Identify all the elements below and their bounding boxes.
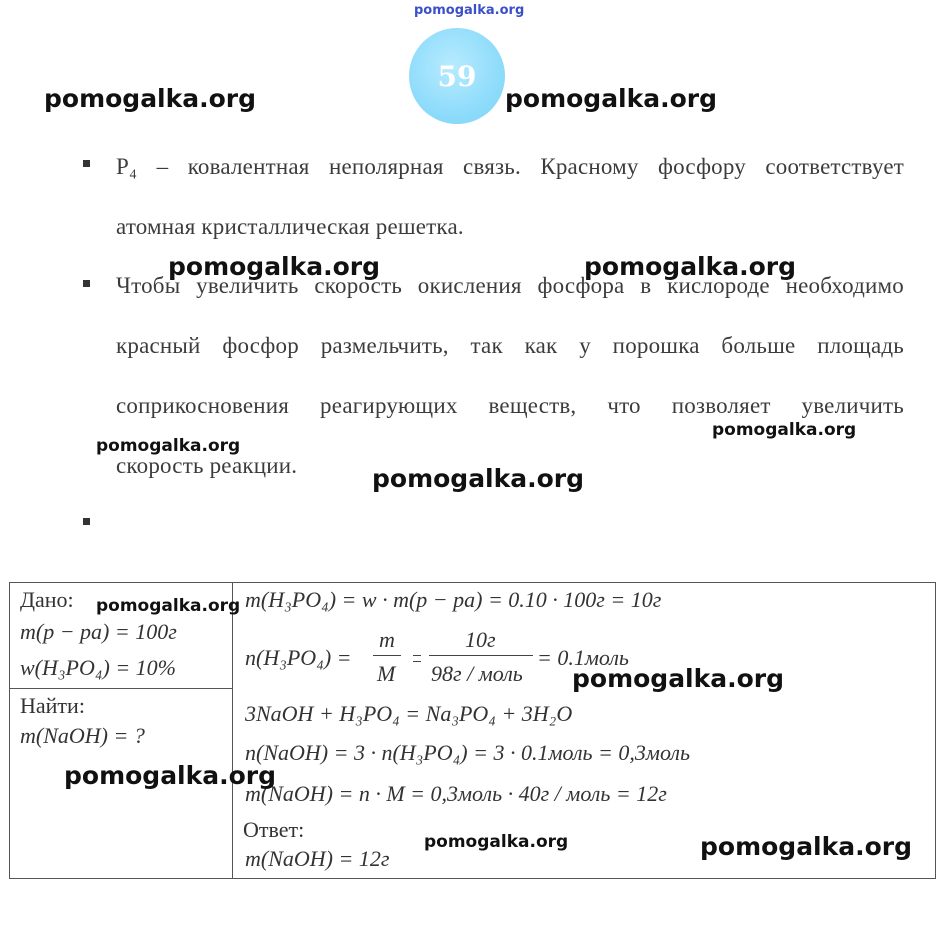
watermark: pomogalka.org [700, 832, 913, 861]
watermark: pomogalka.org [372, 464, 585, 493]
fraction-denominator-M: M [377, 661, 396, 686]
answer-value: m(NaOH) = 12г [245, 846, 390, 871]
watermark: pomogalka.org [424, 832, 569, 852]
watermark: pomogalka.org [584, 252, 797, 281]
bullet-3 [83, 518, 90, 525]
watermark: pomogalka.org [96, 436, 241, 456]
step-mass-acid: m(H₃PO₄) = w · m(p − pa) = 0.10 · 100г = 10г [245, 587, 662, 612]
paragraph-line: атомная кристаллическая решетка. [116, 214, 464, 239]
given-mass-fraction: w(H₃PO₄) = 10% [20, 655, 177, 680]
watermark: pomogalka.org [505, 84, 718, 113]
watermark: pomogalka.org [168, 252, 381, 281]
step-moles-acid-lhs: n(H₃PO₄) = [245, 645, 352, 670]
fraction-numerator-mass: 10г [465, 627, 496, 652]
watermark: pomogalka.org [44, 84, 257, 113]
paragraph-2 [116, 256, 904, 496]
bullet-2 [83, 280, 90, 287]
paragraph-line: скорость реакции. [116, 453, 298, 478]
equals-bar [413, 661, 421, 662]
watermark: pomogalka.org [64, 761, 277, 790]
page-number-badge [409, 28, 505, 124]
find-label: Найти: [20, 693, 85, 718]
fraction-numerator-m: m [379, 627, 395, 652]
bullet-1 [83, 160, 90, 167]
step-moles-acid-result: = 0.1моль [537, 645, 629, 670]
step-moles-naoh: n(NaOH) = 3 · n(H₃PO₄) = 3 · 0.1моль = 0,3моль [245, 740, 690, 765]
fraction-bar-1 [373, 655, 401, 656]
watermark: pomogalka.org [572, 664, 785, 693]
fraction-bar-2 [429, 655, 533, 656]
site-watermark-top: pomogalka.org [414, 3, 525, 18]
page-number: 59 [437, 59, 477, 93]
paragraph-line: красный фосфор размельчить, так как у порошка больше площадь [116, 333, 904, 358]
paragraph-line: P₄ – ковалентная неполярная связь. Красному фосфору соответствует [116, 154, 904, 179]
answer-label: Ответ: [243, 817, 305, 842]
step-mass-naoh: m(NaOH) = n · M = 0,3моль · 40г / моль = 12г [245, 781, 667, 806]
step-reaction-equation: 3NaOH + H₃PO₄ = Na₃PO₄ + 3H₂O [245, 701, 573, 726]
watermark: pomogalka.org [712, 420, 857, 440]
fraction-denominator-molar-mass: 98г / моль [431, 661, 523, 686]
given-label: Дано: [20, 587, 74, 612]
watermark: pomogalka.org [96, 596, 241, 616]
equals-bar [413, 655, 421, 656]
paragraph-line: соприкосновения реагирующих веществ, что позволяет увеличить [116, 393, 904, 418]
given-mass-solution: m(p − pa) = 100г [20, 619, 177, 644]
paragraph-1 [116, 137, 904, 257]
paragraph-line: Чтобы увеличить скорость окисления фосфора в кислороде необходимо [116, 273, 904, 298]
find-target: m(NaOH) = ? [20, 723, 145, 748]
